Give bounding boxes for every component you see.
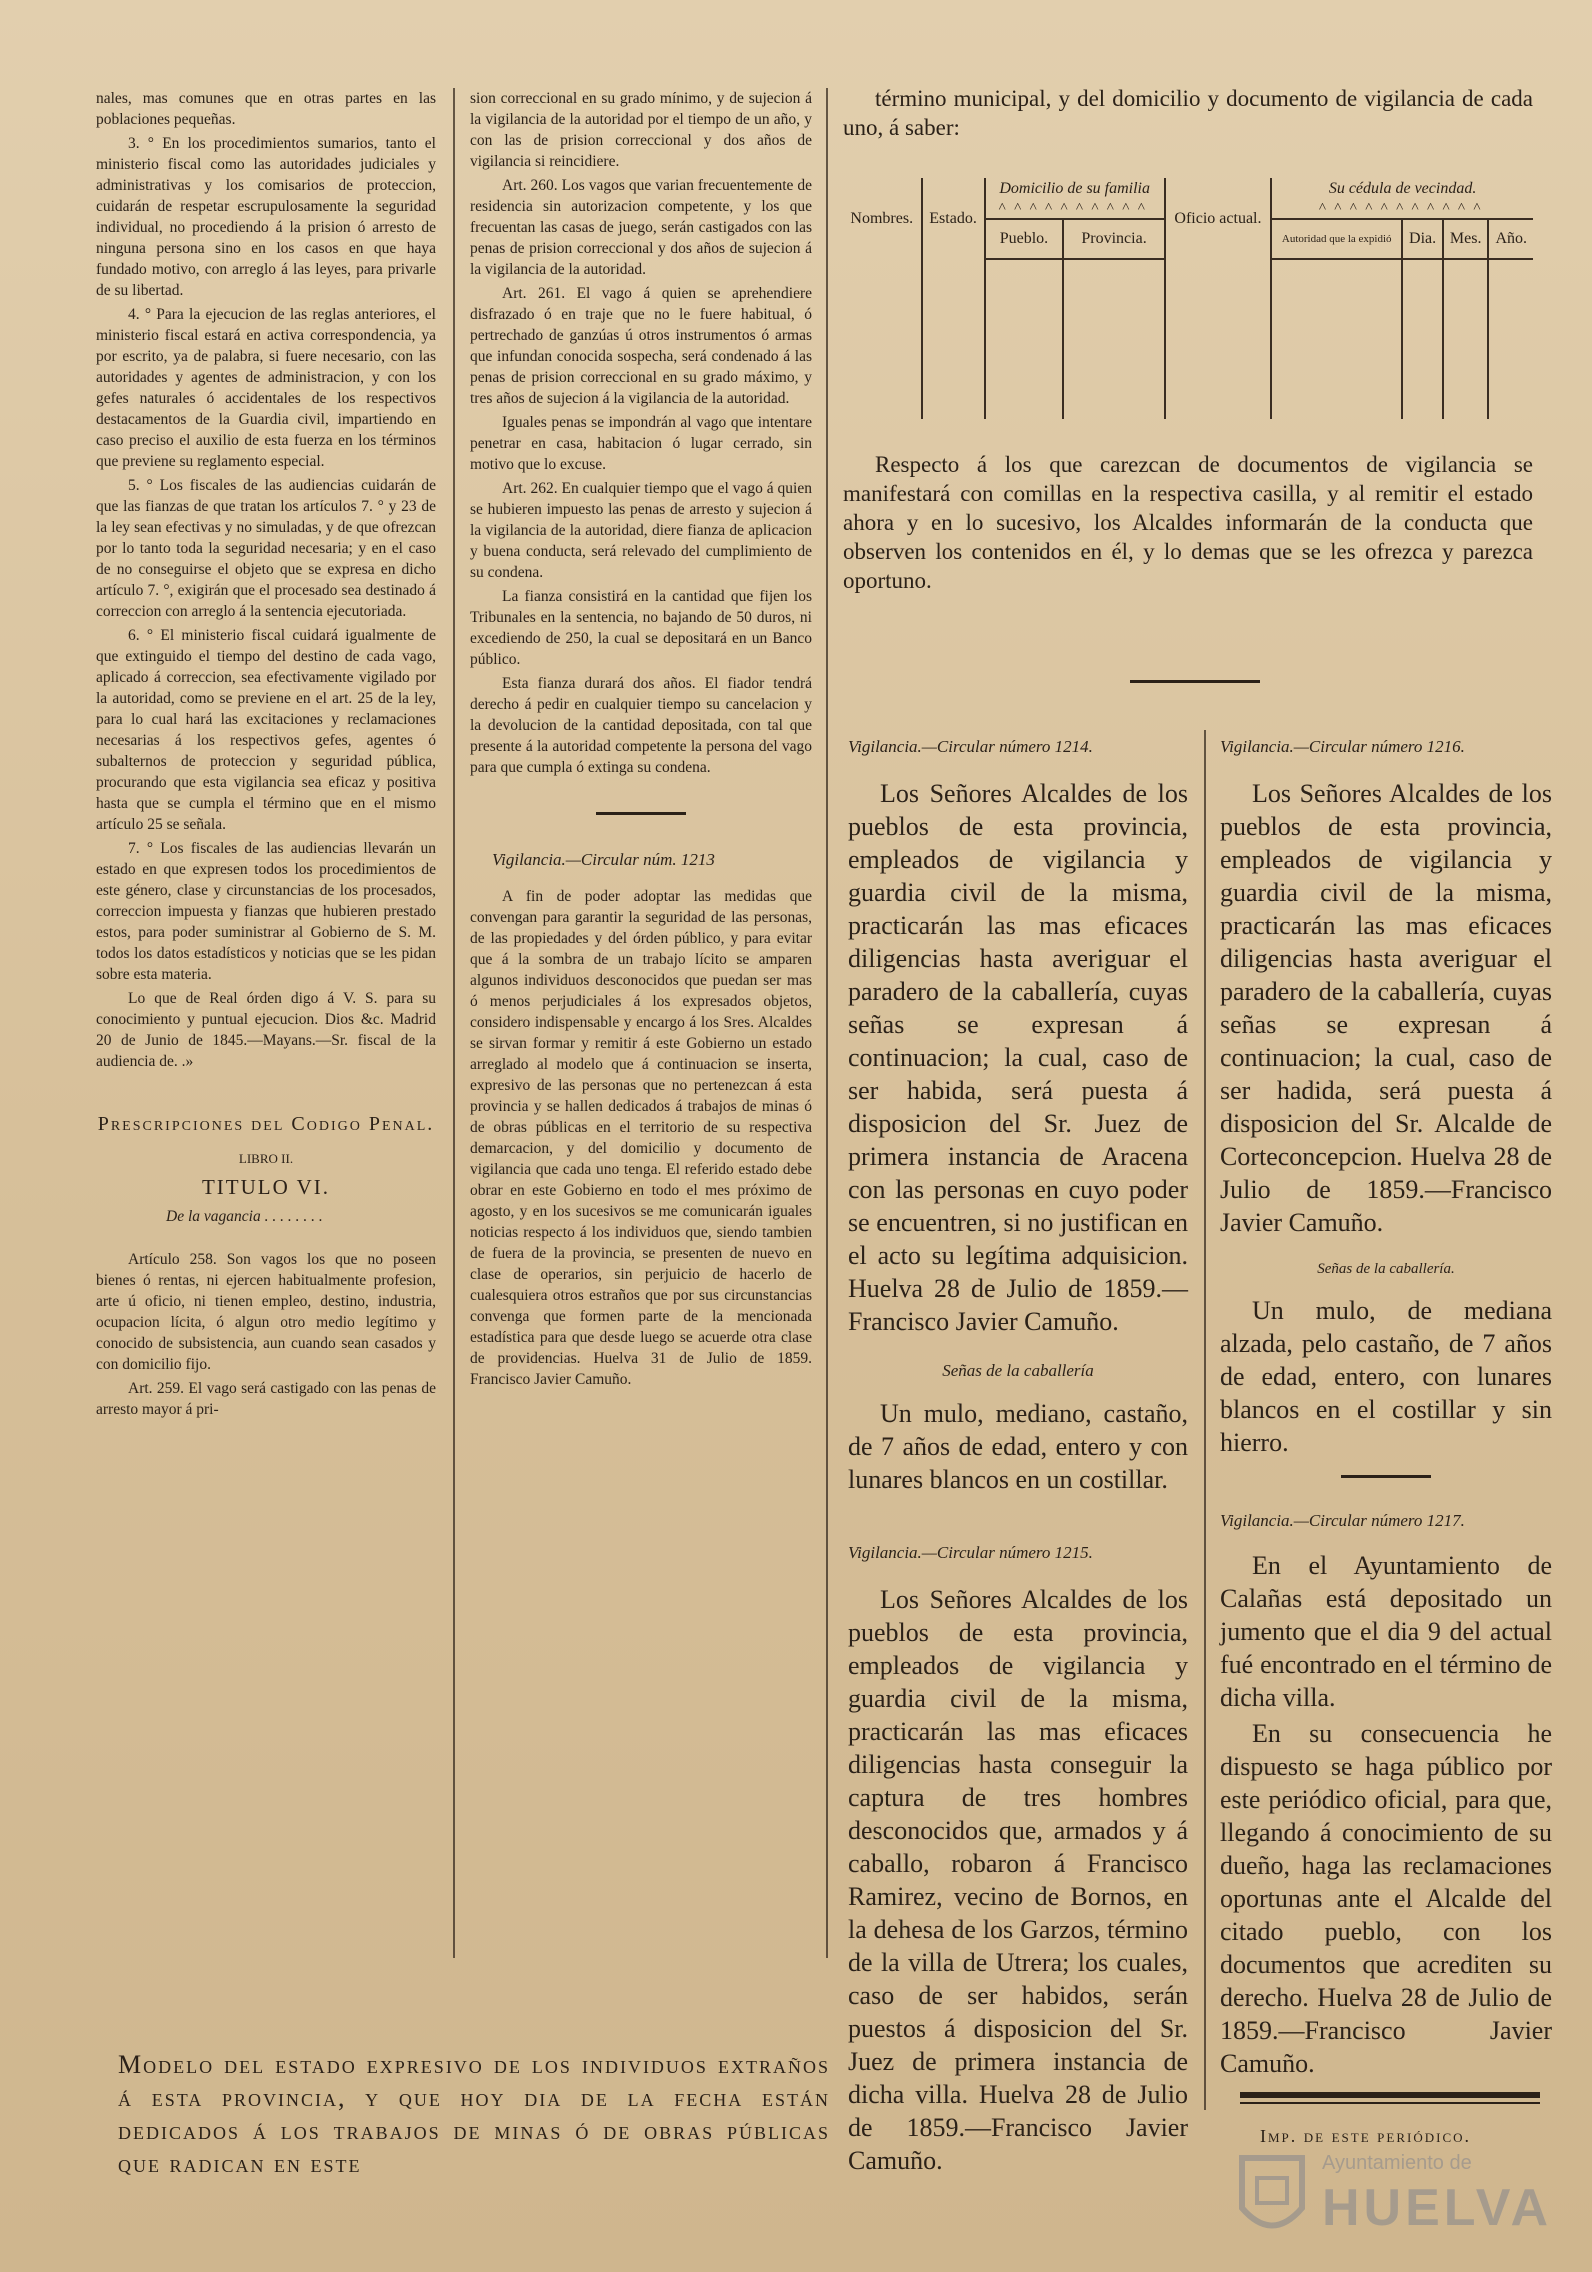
col3-paragraph: Los Señores Alcaldes de los pueblos de esta provincia, empleados de vigilancia y guardia civil de la misma, practicarán las mas eficaces diligencias hasta conseguir la captura de tres hombres desconocidos que, armados y á caballo, robaron á Francisco Ramirez, vecino de Bornos, en la dehesa de los Garzos, término de la villa de Utrera; los cuales, caso de ser habidos, serán puestos á disposicion del Sr. Juez de primera instancia de dicha villa. Huelva 28 de Julio de 1859.—Francisco Javier Camuño. — [848, 1585, 1188, 2175]
col2-paragraph: La fianza consistirá en la cantidad que fijen los Tribunales en la sentencia, no bajando de 50 duros, ni excediendo de 250, la cual se depositará en un Banco público. — [470, 588, 812, 668]
empty-cell — [1271, 259, 1402, 419]
col4-paragraph: Los Señores Alcaldes de los pueblos de esta provincia, empleados de vigilancia y guardia civil de la misma, practicarán las mas eficaces diligencias hasta averiguar el paradero de la caballería, cuyas señas se expresan á continuacion; la cual, caso de ser hadida, será puesta á disposicion del Sr. Alcalde de Corteconcepcion. Huelva 28 de Julio de 1859.—Francisco Javier Camuño. — [1220, 779, 1552, 1237]
col1-paragraph: 5. ° Los fiscales de las audiencias cuidarán de que las fianzas de que tratan los artículos 7. ° y 23 de la ley sean efectivas y no simuladas, y de que ofrezcan por lo tanto toda la seguridad necesaria; y en el caso de no conseguirse el objeto que se expresa en dicho artículo 7. °, exigirán que el procesado sea destinado á correccion con arreglo á la sentencia ejecutoriada. — [96, 477, 436, 620]
domicilio-label: Domicilio de su familia — [999, 180, 1150, 197]
col-autoridad: Autoridad que la expidió — [1271, 219, 1402, 259]
col1-paragraph: Artículo 258. Son vagos los que no poseen bienes ó rentas, ni ejercen habitualmente profesion, arte ú oficio, ni tienen empleo, destino, industria, ocupacion lícita, ó algun otro medio legítimo y conocido de subsistencia, aun cuando sean casados y con domicilio fijo. — [96, 1251, 436, 1373]
imprint-text: Imp. de este periódico. — [1260, 2126, 1472, 2146]
column-divider — [1204, 730, 1206, 2110]
col1-paragraph: Art. 259. El vago será castigado con las penas de arresto mayor á pri- — [96, 1380, 436, 1418]
empty-cell — [1402, 259, 1443, 419]
column-divider — [453, 88, 455, 1958]
empty-cell — [922, 259, 985, 419]
column-3 — [848, 730, 1188, 2180]
col1-paragraph: Lo que de Real órden digo á V. S. para su conocimiento y puntual ejecucion. Dios &c. Madrid 20 de Junio de 1845.—Mayans.—Sr. fiscal de la audiencia de. .» — [96, 990, 436, 1070]
watermark-line2: HUELVA — [1322, 2179, 1553, 2237]
col2-paragraph: Iguales penas se impondrán al vago que intentare penetrar en casa, habitacion ó lugar cerrado, sin motivo que lo excuse. — [470, 414, 812, 473]
book-heading: LIBRO II. — [238, 1151, 294, 1166]
col1-paragraph: nales, mas comunes que en otras partes en las poblaciones pequeñas. — [96, 90, 436, 128]
col-domicilio — [985, 178, 1165, 219]
col4-paragraph: En el Ayuntamiento de Calañas está depositado un jumento que el dia 9 del actual fué encontrado en el término de dicha villa. — [1220, 1551, 1552, 1712]
col-ano: Año. — [1488, 219, 1533, 259]
col-dia: Dia. — [1402, 219, 1443, 259]
column-2 — [470, 88, 812, 1393]
col-oficio: Oficio actual. — [1165, 178, 1271, 259]
col3-paragraph: Los Señores Alcaldes de los pueblos de esta provincia, empleados de vigilancia y guardia civil de la misma, practicarán las mas eficaces diligencias hasta averiguar el paradero de la caballería, cuyas señas se expresan á continuacion; la cual, caso de ser habida, será puesta á disposicion del Sr. Juez de primera instancia de Aracena con las personas en cuyo poder se encuentren, si no justifican en el acto su legítima adquisicion. Huelva 28 de Julio de 1859.—Francisco Javier Camuño. — [848, 779, 1188, 1336]
title-heading: TITULO VI. — [201, 1175, 331, 1199]
col-estado: Estado. — [922, 178, 985, 259]
census-model-table — [843, 178, 1533, 419]
ayuntamiento-watermark — [1232, 2142, 1553, 2252]
separator-rule — [1130, 680, 1260, 683]
col-nombres: Nombres. — [850, 209, 914, 227]
tick-row: ˄˄˄˄˄˄˄˄˄˄˄ — [1317, 200, 1488, 215]
empty-cell — [1165, 259, 1271, 419]
empty-cell — [1443, 259, 1489, 419]
circular-heading: Vigilancia.—Circular número 1215. — [848, 1543, 1093, 1562]
col4-paragraph: En su consecuencia he dispuesto se haga público por este periódico oficial, para que, llegando á conocimiento de su dueño, haga las reclamaciones oportunas ante el Alcalde del citado pueblo, con los documentos que acrediten su derecho. Huelva 28 de Julio de 1859.—Francisco Javier Camuño. — [1220, 1719, 1552, 2078]
respecto-text: Respecto á los que carezcan de documentos de vigilancia se manifestará con comillas en la respectiva casilla, y al remitir el estado ahora y en lo sucesivo, los Alcaldes informarán de la conducta que observen los contenidos en él, y lo demas que se les ofrezca y parezca oportuno. — [843, 452, 1533, 593]
column-divider — [826, 88, 828, 1958]
col-mes: Mes. — [1443, 219, 1489, 259]
senas-heading: Señas de la caballería — [942, 1361, 1094, 1380]
imprint-rule — [1240, 2092, 1540, 2098]
col1-paragraph: 7. ° Los fiscales de las audiencias llevarán un estado en que expresen todos los procedimientos de este género, clase y circunstancias de los procesados, correccion impuesta y fianzas que hubieren prestado estos, para poder suministrar al Gobierno de S. M. todos los datos estadísticos y noticias que se les pidan sobre esta materia. — [96, 840, 436, 983]
col2-paragraph: Esta fianza durará dos años. El fiador tendrá derecho á pedir en cualquier tiempo su cancelacion y la devolucion de la cantidad depositada, con tal que presente á la autoridad competente la persona del vago para que cumpla ó extinga su condena. — [470, 675, 812, 776]
col2-paragraph: Art. 261. El vago á quien se aprehendiere disfrazado ó en traje que no le fuere habitual, ó pertrechado de ganzúas ú otros instrumentos ó armas que infundan conocida sospecha, será condenado á las penas de prision correccional en su grado máximo, y tres años de sujecion á la vigilancia de la autoridad. — [470, 285, 812, 407]
col3-paragraph: Un mulo, mediano, castaño, de 7 años de edad, entero y con lunares blancos en un costillar. — [848, 1399, 1188, 1494]
col2-paragraph: A fin de poder adoptar las medidas que convengan para garantir la seguridad de las personas, de las propiedades y del órden público, y para evitar que á la sombra de un trabajo lícito se amparen algunos individuos desconocidos que puedan ser mas ó menos perjudiciales á los expresados objetos, considero indispensable y encargo á los Sres. Alcaldes se sirvan formar y remitir á este Gobierno un estado arreglado al modelo que á continuacion se inserta, expresivo de las personas que no pertenezcan á esta provincia y se hallen dedicados á trabajos de minas ó de obras públicas en el territorio de su respectiva demarcacion, y del domicilio y documento de vigilancia que cada uno tenga. El referido estado debe obrar en este Gobierno en todo el mes próximo de agosto, y en los sucesivos se me comunicarán iguales noticias respecto á los individuos que, siendo tambien de fuera de la provincia, se presenten de nuevo en clase de operarios, sin perjuicio de hacerlo de cualesquiera otros estraños que por sus circunstancias convenga que formen parte de la mencionada estadística para que desde luego se acuerde otra clase de providencias. Huelva 31 de Julio de 1859. Francisco Javier Camuño. — [470, 888, 812, 1388]
separator-rule — [596, 812, 686, 815]
col1-paragraph: 6. ° El ministerio fiscal cuidará igualmente de que extinguido el tiempo del destino de cada vago, aplicado á correccion, sea efectivamente vigilado por la autoridad, como se previene en el art. 25 de la ley, para lo cual hará las excitaciones y reclamaciones necesarias á los respectivos gefes, agentes ó subalternos de proteccion y seguridad pública, procurando que esta vigilancia sea eficaz y positiva hasta que se cumpla el término que en el mismo artículo 25 se señala. — [96, 627, 436, 833]
empty-cell — [985, 259, 1064, 419]
senas-heading: Señas de la caballería. — [1317, 1261, 1455, 1277]
circular-heading: Vigilancia.—Circular número 1216. — [1220, 737, 1465, 756]
intro-text: término municipal, y del domicilio y documento de vigilancia de cada uno, á saber: — [843, 86, 1533, 140]
circular-heading: Vigilancia.—Circular número 1217. — [1220, 1511, 1465, 1530]
col2-paragraph: Art. 262. En cualquier tiempo que el vago á quien se hubieren impuesto las penas de arresto y sujecion á la vigilancia de la autoridad, diere fianza de aplicacion y buena conducta, será relevado del cumplimiento de su condena. — [470, 480, 812, 581]
empty-cell — [1063, 259, 1164, 419]
cedula-label: Su cédula de vecindad. — [1328, 180, 1477, 197]
col1-paragraph: 3. ° En los procedimientos sumarios, tanto el ministerio fiscal como las autoridades judiciales y administrativas y los comisarios de proteccion, cuidarán de respetar escrupulosamente la seguridad individual, no procediendo á la prision ó arresto de ninguna persona sino en los casos en que haya fundado motivo, con arreglo á las leyes, para privarle de su libertad. — [96, 135, 436, 299]
watermark-line1: Ayuntamiento de — [1322, 2152, 1472, 2174]
circular-heading: Vigilancia.—Circular núm. 1213 — [492, 850, 715, 869]
col1-paragraph: 4. ° Para la ejecucion de las reglas anteriores, el ministerio fiscal estará en activa correspondencia, ya por escrito, ya de palabra, si fuere necesario, con las autoridades y agentes de administracion, y con los gefes naturales ó accidentales de los respectivos destacamentos de la Guardia civil, impartiendo en caso preciso el auxilio de esta fuerza en los términos que previene su reglamento especial. — [96, 306, 436, 470]
section-heading: Prescripciones del Codigo Penal. — [97, 1113, 435, 1135]
col2-paragraph: Art. 260. Los vagos que varian frecuentemente de residencia sin autorizacion competente, y los que frecuentan las casas de juego, serán castigados con las penas de prision correccional y dos años de sujecion á la vigilancia de la autoridad. — [470, 177, 812, 278]
separator-rule — [1341, 1475, 1431, 1478]
col2-paragraph: sion correccional en su grado mínimo, y de sujecion á la vigilancia de la autoridad por el tiempo de un año, y con las de prision correccional y dos años de vigilancia si reincidiere. — [470, 90, 812, 170]
col4-paragraph: Un mulo, de mediana alzada, pelo castaño, de 7 años de edad, entero, con lunares blancos en el costillar y sin hierro. — [1220, 1296, 1552, 1457]
empty-cell — [1488, 259, 1533, 419]
column-4 — [1220, 730, 1552, 2083]
modelo-text: Modelo del estado expresivo de los individuos extraños á esta provincia, y que hoy dia de la fecha están dedicados á los trabajos de minas ó de obras públicas que radican en este — [118, 2050, 830, 2178]
column-1 — [96, 88, 436, 1423]
tick-row: ˄˄˄˄˄˄˄˄˄˄ — [997, 200, 1152, 215]
top-right-intro — [843, 84, 1533, 145]
modelo-heading — [118, 2048, 830, 2183]
imprint-rule — [1240, 2102, 1540, 2104]
empty-cell — [843, 259, 922, 419]
col-pueblo: Pueblo. — [985, 219, 1064, 259]
col-provincia: Provincia. — [1063, 219, 1164, 259]
coat-of-arms-icon — [1232, 2148, 1312, 2248]
respecto-note — [843, 450, 1533, 598]
col-cedula — [1271, 178, 1533, 219]
circular-heading: Vigilancia.—Circular número 1214. — [848, 737, 1093, 756]
subtitle-heading: De la vagancia . . . . . . . . — [166, 1208, 323, 1225]
